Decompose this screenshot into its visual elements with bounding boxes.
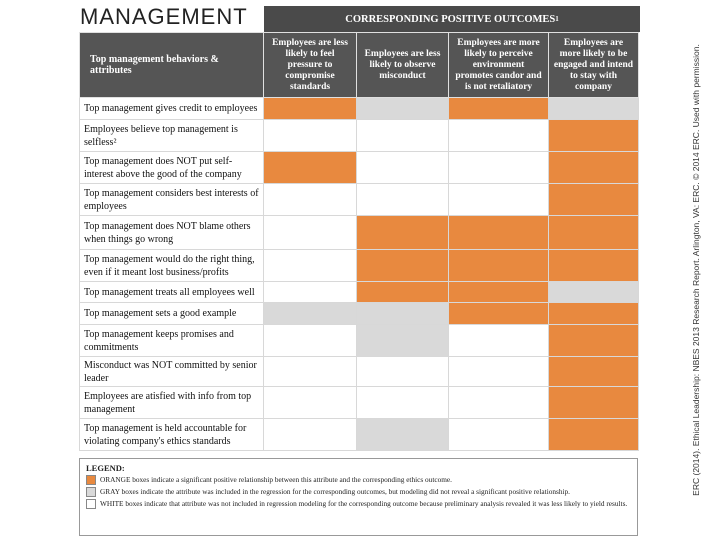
outcome-cell-white bbox=[449, 120, 549, 152]
outcome-cell-orange bbox=[549, 120, 639, 152]
outcome-cell-white bbox=[357, 184, 449, 216]
outcome-cell-white bbox=[449, 325, 549, 357]
behavior-label: Employees believe top management is selfless² bbox=[80, 120, 264, 152]
outcome-cell-orange bbox=[449, 98, 549, 120]
outcome-cell-white bbox=[449, 184, 549, 216]
behavior-label: Top management is held accountable for violating company's ethics standards bbox=[80, 419, 264, 451]
table-row bbox=[80, 120, 639, 152]
legend bbox=[79, 458, 638, 536]
outcome-cell-orange bbox=[549, 184, 639, 216]
outcome-cell-white bbox=[449, 152, 549, 184]
behavior-label: Employees are atisfied with info from top management bbox=[80, 387, 264, 419]
table-body bbox=[80, 98, 639, 451]
behavior-label: Top management treats all employees well bbox=[80, 282, 264, 303]
outcome-cell-gray bbox=[264, 303, 357, 325]
outcome-cell-orange bbox=[549, 387, 639, 419]
behavior-label: Top management does NOT put self-interest above the good of the company bbox=[80, 152, 264, 184]
behavior-label: Top management gives credit to employees bbox=[80, 98, 264, 120]
outcome-cell-white bbox=[357, 357, 449, 387]
outcome-cell-white bbox=[264, 325, 357, 357]
outcome-cell-white bbox=[264, 184, 357, 216]
outcome-cell-gray bbox=[549, 98, 639, 120]
outcome-cell-orange bbox=[449, 216, 549, 250]
legend-item-orange bbox=[86, 475, 631, 485]
legend-orange-text: ORANGE boxes indicate a significant positive relationship between this attribute and the corresponding ethics outcome. bbox=[100, 475, 452, 484]
outcome-cell-white bbox=[264, 120, 357, 152]
table-row bbox=[80, 216, 639, 250]
outcome-cell-orange bbox=[264, 98, 357, 120]
outcome-cell-orange bbox=[357, 216, 449, 250]
behavior-label: Top management keeps promises and commitments bbox=[80, 325, 264, 357]
table-row bbox=[80, 357, 639, 387]
outcome-cell-white bbox=[264, 419, 357, 451]
outcome-cell-white bbox=[357, 387, 449, 419]
table-row bbox=[80, 387, 639, 419]
outcome-cell-orange bbox=[549, 325, 639, 357]
outcome-cell-white bbox=[357, 120, 449, 152]
gray-swatch bbox=[86, 487, 96, 497]
legend-white-text: WHITE boxes indicate that attribute was not included in regression modeling for the corresponding outcome because preliminary analysis revealed it was less likely to yield results. bbox=[100, 499, 628, 508]
table-row bbox=[80, 152, 639, 184]
table-header-row bbox=[80, 33, 639, 98]
outcome-cell-orange bbox=[449, 282, 549, 303]
legend-item-gray bbox=[86, 487, 631, 497]
outcome-cell-gray bbox=[357, 325, 449, 357]
table-row bbox=[80, 250, 639, 282]
outcome-header-candor: Employees are more likely to perceive environment promotes candor and is not retaliatory bbox=[449, 33, 549, 98]
table-row bbox=[80, 303, 639, 325]
outcome-cell-orange bbox=[549, 216, 639, 250]
behavior-label: Top management considers best interests of employees bbox=[80, 184, 264, 216]
behaviors-column-header: Top management behaviors & attributes bbox=[80, 33, 264, 98]
outcome-header-pressure: Employees are less likely to feel pressure to compromise standards bbox=[264, 33, 357, 98]
page-title: MANAGEMENT bbox=[80, 4, 248, 29]
legend-heading: LEGEND: bbox=[86, 463, 125, 473]
behavior-label: Misconduct was NOT committed by senior leader bbox=[80, 357, 264, 387]
legend-gray-text: GRAY boxes indicate the attribute was included in the regression for the corresponding outcomes, but modeling did not reveal a significant positive relationship. bbox=[100, 487, 571, 496]
outcome-cell-white bbox=[449, 387, 549, 419]
outcome-cell-orange bbox=[449, 303, 549, 325]
outcome-cell-orange bbox=[449, 250, 549, 282]
table-row bbox=[80, 282, 639, 303]
legend-item-white bbox=[86, 499, 631, 509]
outcome-cell-white bbox=[264, 250, 357, 282]
outcome-cell-white bbox=[449, 357, 549, 387]
outcome-cell-orange bbox=[357, 250, 449, 282]
outcome-cell-orange bbox=[549, 303, 639, 325]
table-row bbox=[80, 98, 639, 120]
outcome-cell-white bbox=[264, 387, 357, 419]
behaviors-outcomes-table bbox=[79, 32, 639, 451]
outcome-cell-white bbox=[264, 216, 357, 250]
table-row bbox=[80, 184, 639, 216]
outcome-cell-gray bbox=[357, 303, 449, 325]
white-swatch bbox=[86, 499, 96, 509]
outcome-header-misconduct: Employees are less likely to observe misconduct bbox=[357, 33, 449, 98]
citation-note: ERC (2014). Ethical Leadership: NBES 2013 Research Report. Arlington, VA: ERC. © 2014 ERC. Used with permission. bbox=[691, 44, 701, 496]
outcome-cell-orange bbox=[264, 152, 357, 184]
outcome-cell-orange bbox=[549, 152, 639, 184]
orange-swatch bbox=[86, 475, 96, 485]
outcome-cell-gray bbox=[357, 98, 449, 120]
table-row bbox=[80, 325, 639, 357]
behavior-label: Top management sets a good example bbox=[80, 303, 264, 325]
outcome-cell-white bbox=[264, 357, 357, 387]
corresponding-outcomes-header bbox=[264, 6, 640, 32]
outcome-header-engaged: Employees are more likely to be engaged and intend to stay with company bbox=[549, 33, 639, 98]
outcome-cell-gray bbox=[357, 419, 449, 451]
outcome-cell-orange bbox=[549, 250, 639, 282]
outcome-cell-white bbox=[357, 152, 449, 184]
corresponding-outcomes-label: CORRESPONDING POSITIVE OUTCOMES bbox=[345, 13, 556, 25]
outcome-cell-orange bbox=[357, 282, 449, 303]
outcome-cell-orange bbox=[549, 419, 639, 451]
outcome-cell-gray bbox=[549, 282, 639, 303]
table-row bbox=[80, 419, 639, 451]
behavior-label: Top management does NOT blame others when things go wrong bbox=[80, 216, 264, 250]
outcome-cell-white bbox=[264, 282, 357, 303]
behavior-label: Top management would do the right thing, even if it meant lost business/profits bbox=[80, 250, 264, 282]
footnote-marker: 1 bbox=[555, 15, 559, 23]
outcome-cell-orange bbox=[549, 357, 639, 387]
outcome-cell-white bbox=[449, 419, 549, 451]
